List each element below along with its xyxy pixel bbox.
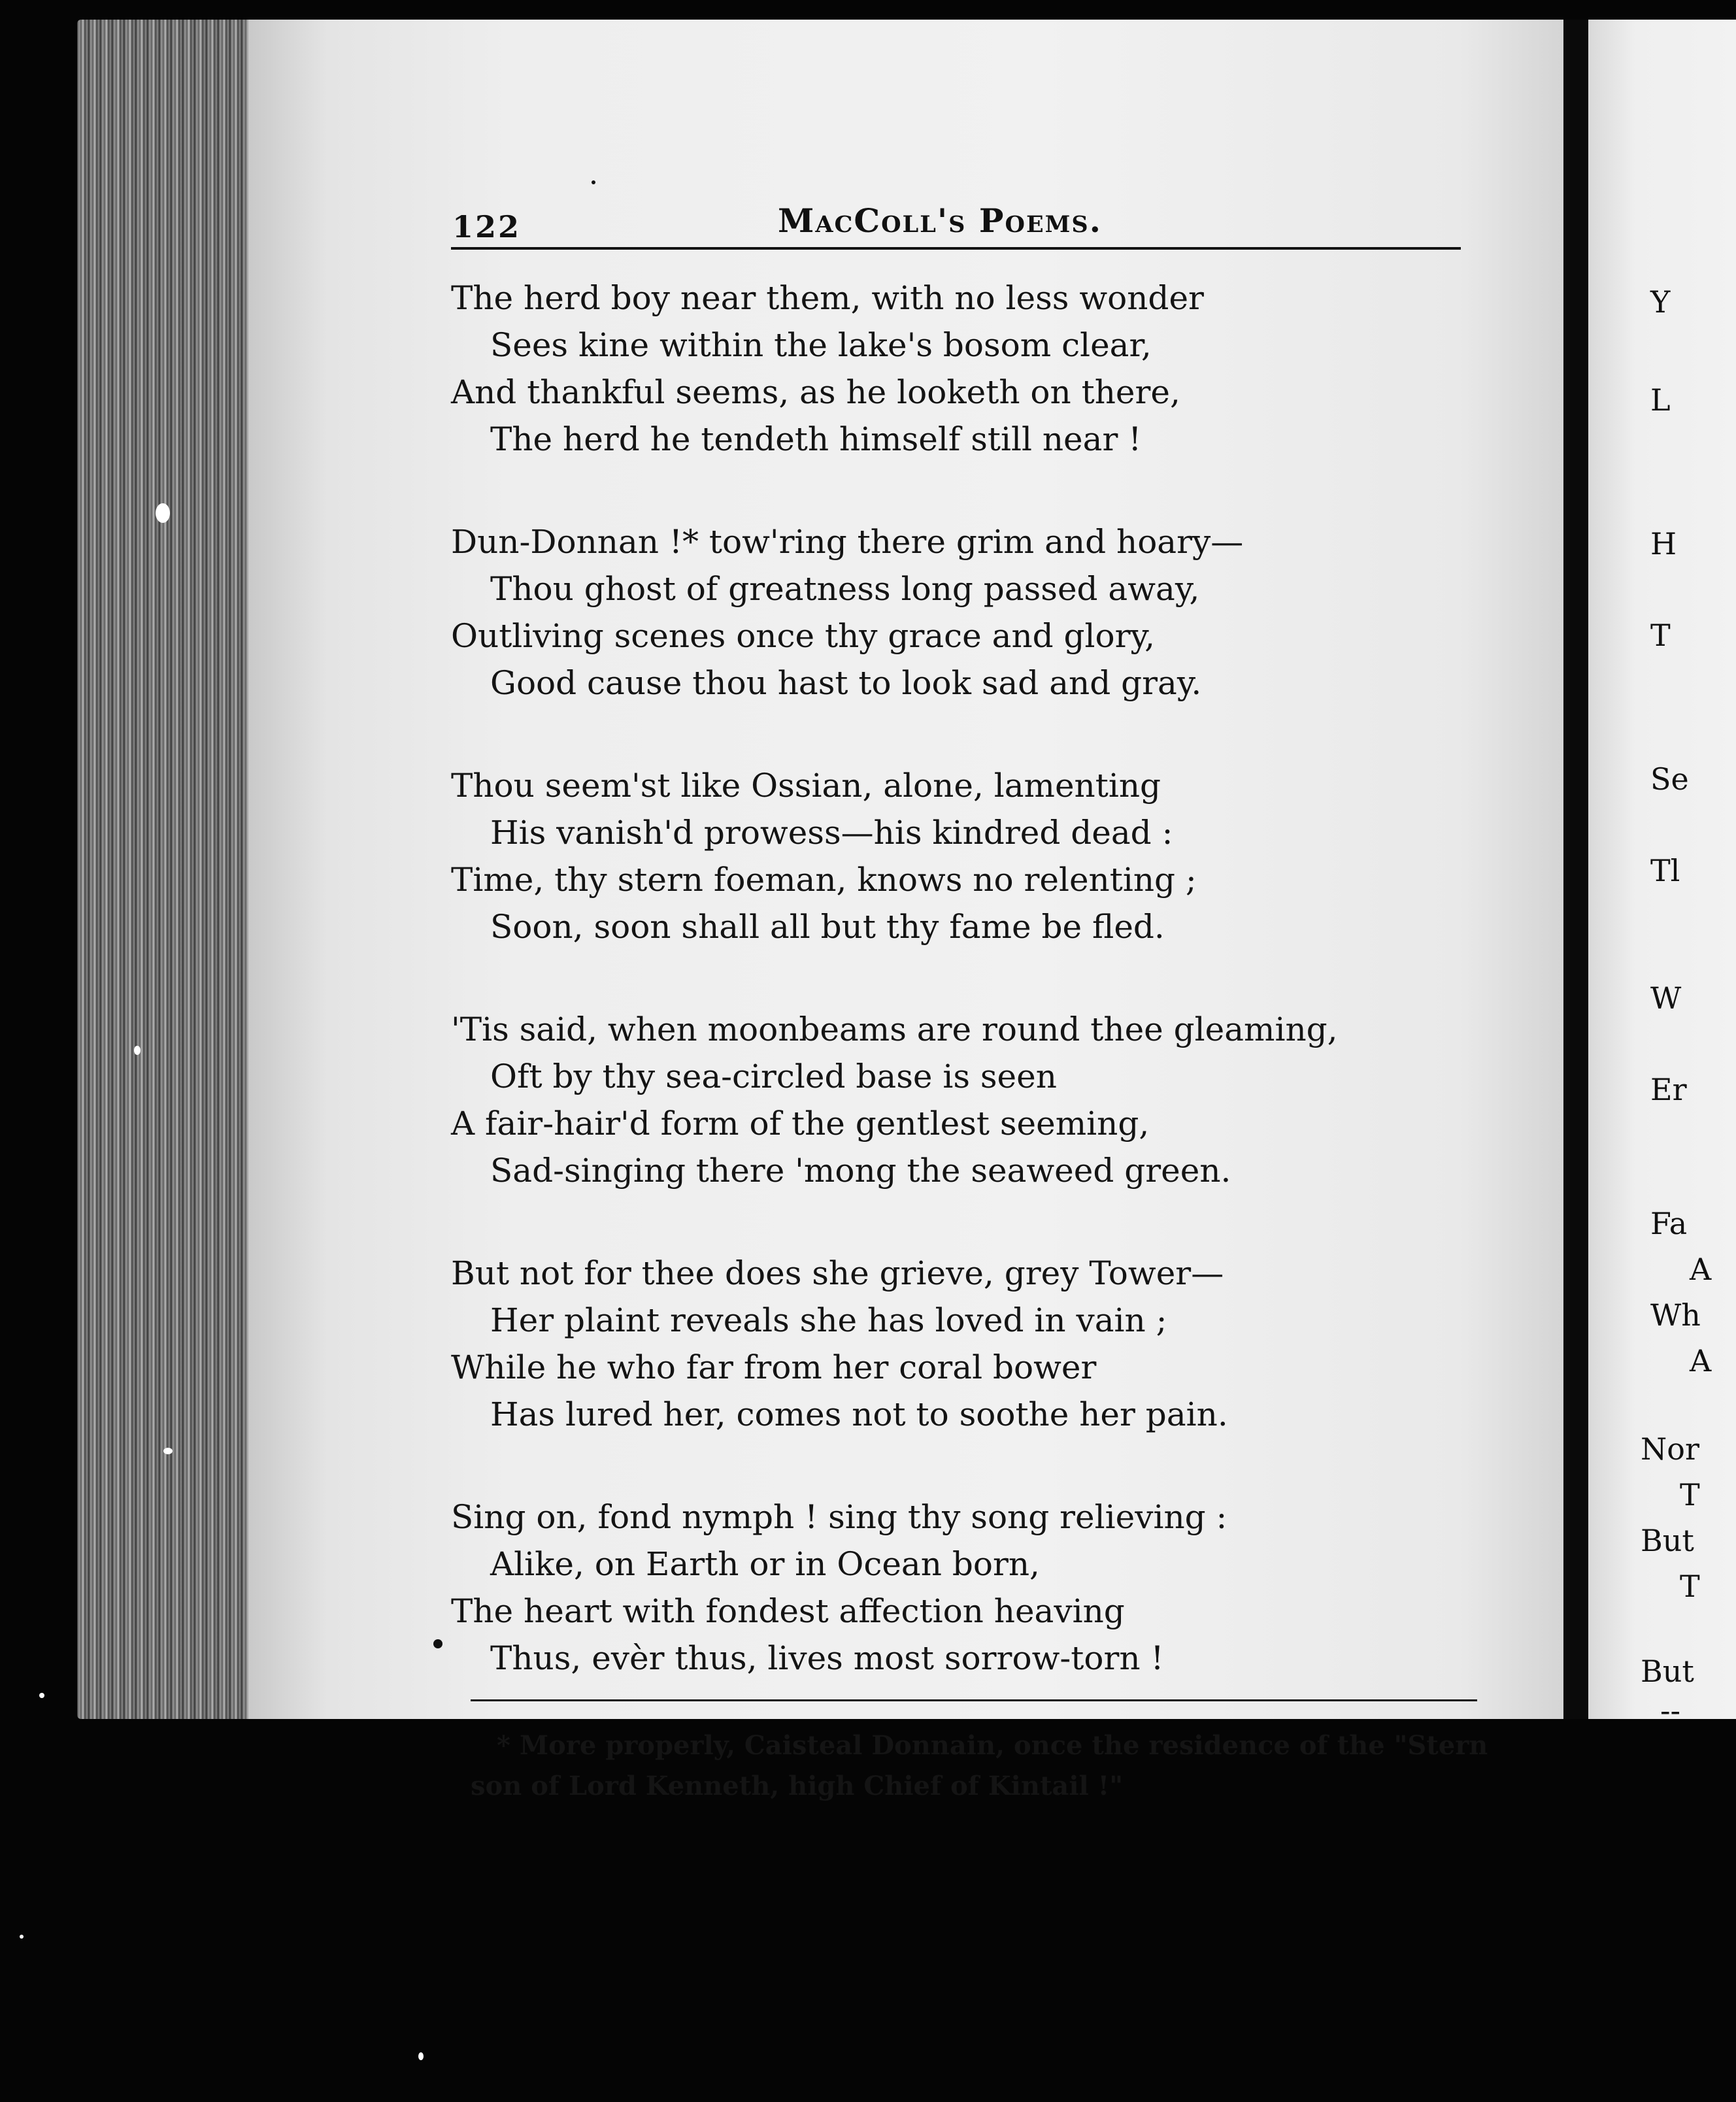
- ink-dot: [433, 1639, 442, 1648]
- scan-speck: [20, 1935, 24, 1939]
- poem-line: While he who far from her coral bower: [451, 1348, 1097, 1386]
- poem-line: A fair-hair'd form of the gentlest seeming,: [451, 1105, 1150, 1143]
- poem-line: Oft by thy sea-circled base is seen: [490, 1058, 1057, 1095]
- facing-page-fragment: Y: [1650, 284, 1671, 320]
- footnote-line: son of Lord Kenneth, high Chief of Kintail !": [471, 1771, 1124, 1801]
- facing-page-fragment: T: [1650, 618, 1671, 653]
- poem-line: But not for thee does she grieve, grey Tower—: [451, 1254, 1224, 1292]
- facing-page-fragment: L: [1650, 382, 1671, 418]
- poem: [451, 275, 1471, 1737]
- footnote: [471, 1726, 1490, 1807]
- poem-line: Outliving scenes once thy grace and glory,: [451, 617, 1156, 655]
- scan-speck: [418, 2052, 424, 2060]
- stanza-6: [451, 1493, 1471, 1682]
- footnote-rule: [471, 1699, 1477, 1701]
- page-number: 122: [452, 209, 522, 244]
- poem-line: Soon, soon shall all but thy fame be fled.: [490, 908, 1165, 946]
- facing-page-fragment: W: [1650, 980, 1682, 1016]
- poem-line: Sad-singing there 'mong the seaweed green.: [490, 1152, 1231, 1190]
- ink-dot: [592, 180, 595, 184]
- footnote-line: * More properly, Caisteal Donnain, once the residence of the "Stern: [497, 1730, 1488, 1761]
- poem-line: Thou ghost of greatness long passed away,: [490, 570, 1200, 608]
- page-edges: [77, 20, 255, 1719]
- stanza-4: [451, 1006, 1471, 1194]
- book-gutter: [1563, 20, 1588, 1719]
- poem-line: Her plaint reveals she has loved in vain ;: [490, 1301, 1167, 1339]
- facing-page-fragment: Nor: [1641, 1431, 1699, 1467]
- poem-line: And thankful seems, as he looketh on there,: [451, 373, 1180, 411]
- poem-line: Good cause thou hast to look sad and gray.: [490, 664, 1202, 702]
- facing-page-fragment: T: [1680, 1477, 1700, 1512]
- poem-line: The heart with fondest affection heaving: [451, 1592, 1125, 1630]
- facing-page-fragment: Se: [1650, 761, 1689, 797]
- poem-line: Thou seem'st like Ossian, alone, lamenting: [451, 767, 1161, 805]
- poem-line: The herd he tendeth himself still near !: [490, 420, 1142, 458]
- facing-page: [1588, 20, 1736, 1728]
- facing-page-fragment: A: [1690, 1343, 1712, 1378]
- poem-line: Thus, evèr thus, lives most sorrow-torn !: [490, 1639, 1164, 1677]
- poem-line: Sees kine within the lake's bosom clear,: [490, 326, 1152, 364]
- facing-page-fragment: H: [1650, 526, 1677, 561]
- facing-page-fragment: Fa: [1650, 1206, 1688, 1241]
- facing-page-fragment: But: [1641, 1654, 1694, 1689]
- stanza-5: [451, 1250, 1471, 1438]
- facing-page-fragment: Er: [1650, 1072, 1687, 1107]
- facing-page-fragment: Tl: [1650, 853, 1680, 888]
- facing-page-fragment: T: [1680, 1569, 1700, 1604]
- poem-line: Dun-Donnan !* tow'ring there grim and hoary—: [451, 523, 1244, 561]
- scan-speck: [134, 1046, 141, 1055]
- poem-line: His vanish'd prowess—his kindred dead :: [490, 814, 1173, 852]
- facing-page-fragment: Wh: [1650, 1297, 1701, 1333]
- header-rule: [451, 247, 1461, 250]
- poem-line: Has lured her, comes not to soothe her pain.: [490, 1395, 1228, 1433]
- running-title: MacColl's Poems.: [778, 201, 1103, 240]
- facing-page-fragment: A: [1690, 1252, 1712, 1287]
- stanza-3: [451, 762, 1471, 950]
- poem-line: Alike, on Earth or in Ocean born,: [490, 1545, 1040, 1583]
- scan-speck: [39, 1693, 44, 1698]
- scan-speck: [156, 503, 170, 523]
- scan-speck: [163, 1448, 173, 1454]
- facing-page-fragment: --: [1660, 1693, 1681, 1728]
- stanza-1: [451, 275, 1471, 463]
- poem-line: 'Tis said, when moonbeams are round thee gleaming,: [451, 1010, 1338, 1048]
- poem-line: The herd boy near them, with no less wonder: [451, 279, 1204, 317]
- poem-line: Time, thy stern foeman, knows no relenting ;: [451, 861, 1197, 899]
- stanza-2: [451, 518, 1471, 707]
- facing-page-fragment: But: [1641, 1523, 1694, 1558]
- poem-line: Sing on, fond nymph ! sing thy song relieving :: [451, 1498, 1227, 1536]
